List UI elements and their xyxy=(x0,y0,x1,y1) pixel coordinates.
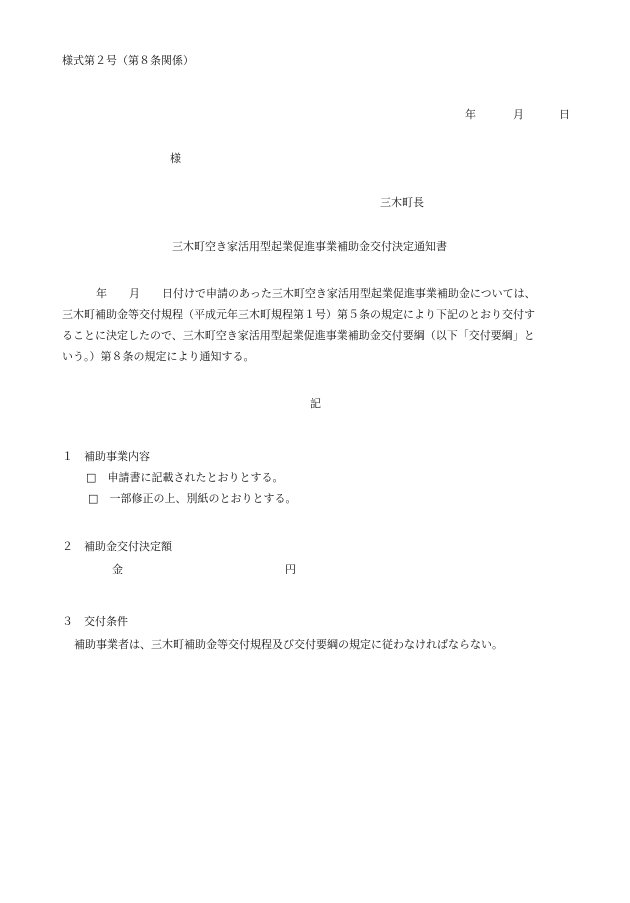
body-paragraph xyxy=(62,283,572,367)
date-month-label: 月 xyxy=(513,108,524,121)
body-line: 年 月 日付けで申請のあった三木町空き家活用型起業促進事業補助金については、 xyxy=(96,287,536,300)
option-partially-revised xyxy=(88,492,297,506)
option-label: 申請書に記載されたとおりとする。 xyxy=(107,471,284,484)
date-year-label: 年 xyxy=(465,108,476,121)
option-as-applied xyxy=(86,471,284,485)
section1-heading: １ 補助事業内容 xyxy=(62,450,150,463)
section3-heading: ３ 交付条件 xyxy=(62,615,128,628)
checkbox-icon[interactable]: □ xyxy=(88,492,99,505)
checkbox-icon[interactable]: □ xyxy=(86,471,97,484)
ki-heading: 記 xyxy=(310,397,321,410)
body-line: いう。）第８条の規定により通知する。 xyxy=(62,350,255,363)
issuer-name: 三木町長 xyxy=(380,196,424,209)
section3-text: 補助事業者は、三木町補助金等交付規程及び交付要綱の規定に従わなければならない。 xyxy=(74,638,503,651)
option-label: 一部修正の上、別紙のとおりとする。 xyxy=(109,492,297,505)
addressee-suffix: 様 xyxy=(170,152,181,165)
date-day-label: 日 xyxy=(559,108,570,121)
form-number: 様式第２号（第８条関係） xyxy=(62,54,194,67)
section2-heading: ２ 補助金交付決定額 xyxy=(62,540,172,553)
amount-prefix: 金 xyxy=(112,563,123,576)
amount-suffix: 円 xyxy=(285,563,296,576)
body-line: ることに決定したので、三木町空き家活用型起業促進事業補助金交付要綱（以下「交付要綱」と xyxy=(62,329,535,342)
document-title: 三木町空き家活用型起業促進事業補助金交付決定通知書 xyxy=(172,240,447,253)
body-line: 三木町補助金等交付規程（平成元年三木町規程第１号）第５条の規定により下記のとおり交付す xyxy=(62,308,535,321)
